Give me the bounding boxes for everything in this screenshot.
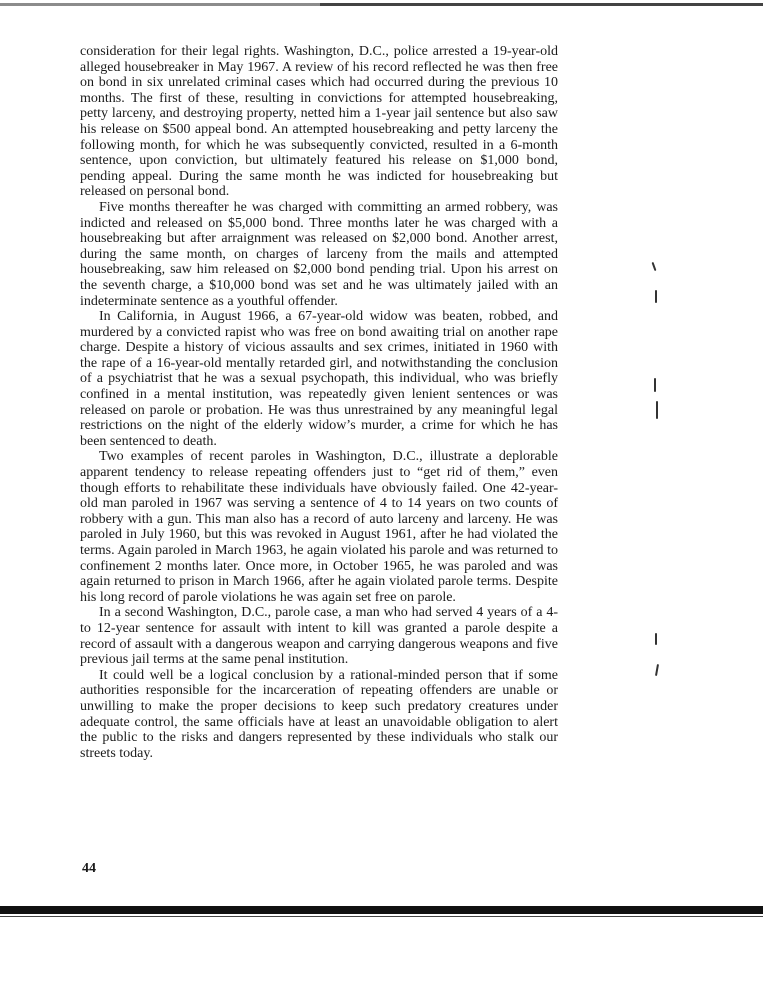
paragraph-6: It could well be a logical conclusion by a rational-minded person that if some authorities responsible for the incarceration of repeating offenders are unable or unwilling to make the proper decisions to keep such predatory creatures under adequate control, the same officials have at least an unavoidable obligation to alert the public to the risks and dangers represented by these individuals who stalk our streets today.	[80, 667, 558, 761]
body-text	[80, 44, 558, 761]
paragraph-2: Five months thereafter he was charged with committing an armed robbery, was indicted and released on $5,000 bond. Three months later he was charged with a housebreaking but after arraignment was released on $2,000 bond. Another arrest, during the same month, on charges of larceny from the mails and attempted housebreaking, saw him released on $2,000 bond pending trial. Upon his arrest on the seventh charge, a $10,000 bond was set and he was ultimately jailed with an indeterminate sentence as a youthful offender.	[80, 199, 558, 309]
margin-mark	[654, 378, 656, 392]
bottom-edge-rule-thin	[0, 916, 763, 917]
margin-mark	[655, 664, 659, 676]
top-edge-rule	[0, 3, 763, 6]
paragraph-5: In a second Washington, D.C., parole case, a man who had served 4 years of a 4- to 12-year sentence for assault with intent to kill was granted a parole despite a record of assault with a dangerous weapon and carrying dangerous weapons and five previous jail terms at the same penal institution.	[80, 605, 558, 668]
margin-mark	[652, 262, 657, 271]
bottom-edge-rule	[0, 906, 763, 914]
margin-mark	[656, 401, 658, 419]
margin-mark	[655, 290, 657, 303]
margin-mark	[655, 633, 657, 645]
paragraph-1: consideration for their legal rights. Washington, D.C., police arrested a 19-year-old alleged housebreaker in May 1967. A review of his record reflected he was then free on bond in six unrelated criminal cases which had occurred during the previous 10 months. The first of these, resulting in convictions for attempted housebreaking, petty larceny, and destroying property, netted him a 1-year jail sentence but also saw his release on $500 appeal bond. An attempted housebreaking and petty larceny the following month, for which he was subsequently convicted, resulted in a 6-month sentence, upon conviction, but ultimately featured his release on $1,000 bond, pending appeal. During the same month he was indicted for housebreaking but released on personal bond.	[80, 44, 558, 200]
page-number: 44	[82, 861, 96, 876]
paragraph-4: Two examples of recent paroles in Washington, D.C., illustrate a deplorable apparent tendency to release repeating offenders just to “get rid of them,” even though efforts to rehabilitate these individuals have obviously failed. One 42-year-old man paroled in 1967 was serving a sentence of 4 to 14 years on two counts of robbery with a gun. This man also has a record of auto larceny and larceny. He was paroled in July 1960, but this was revoked in August 1961, after he had violated the terms. Again paroled in March 1963, he again violated his parole and was returned to confinement 2 months later. Once more, in October 1965, he was paroled and was again returned to prison in March 1966, after he again violated parole terms. Despite his long record of parole violations he was again set free on parole.	[80, 449, 558, 605]
paragraph-3: In California, in August 1966, a 67-year-old widow was beaten, robbed, and murdered by a convicted rapist who was free on bond awaiting trial on another rape charge. Despite a history of vicious assaults and sex crimes, initiated in 1960 with the rape of a 16-year-old mentally retarded girl, and notwithstanding the conclusion of a psychiatrist that he was a sexual psychopath, this individual, who was briefly confined in a mental institution, was repeatedly given lenient sentences or was released on parole or probation. He was thus unrestrained by any meaningful legal restrictions on the night of the elderly widow’s murder, a crime for which he has been sentenced to death.	[80, 309, 558, 449]
